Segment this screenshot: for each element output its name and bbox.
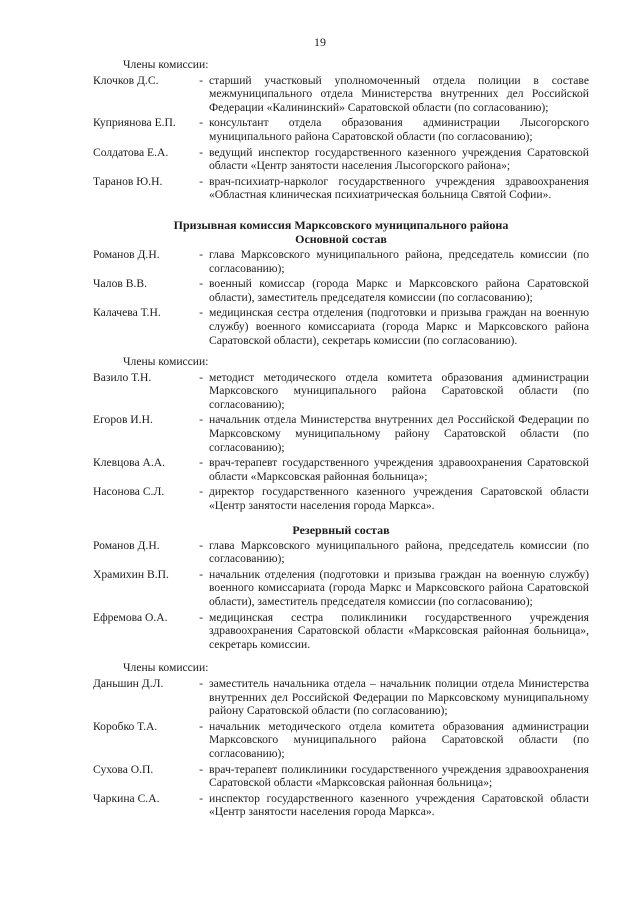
member-name: Романов Д.Н. <box>93 538 160 552</box>
member-description: инспектор государственного казенного учреждения Саратовской области «Центр занятости населения города Маркса». <box>209 791 589 819</box>
member-description: врач-терапевт поликлиники государственного учреждения здравоохранения Саратовской области «Марксовская районная больница»; <box>209 762 589 790</box>
member-entry <box>93 456 589 483</box>
member-description: врач-терапевт государственного учреждения здравоохранения Саратовской области «Марксовская районная больница»; <box>209 456 589 483</box>
member-description: начальник отдела Министерства внутренних дел Российской Федерации по Марксовскому муниципальному району Саратовской области (по согласованию); <box>209 413 589 454</box>
member-description: врач-психиатр-нарколог государственного учреждения здравоохранения «Областная клиническая психиатрическая больница Святой Софии». <box>209 174 589 202</box>
member-description: медицинская сестра поликлиники государственного учреждения здравоохранения Саратовской области «Марксовская районная больница», секретарь комиссии. <box>209 610 589 651</box>
dash-separator: - <box>199 538 203 552</box>
member-name: Даньшин Д.Л. <box>93 676 164 690</box>
member-entry <box>93 720 589 761</box>
reserve-leaders-list <box>93 539 589 652</box>
member-entry <box>93 568 589 609</box>
members-label: Члены комиссии: <box>123 58 209 71</box>
member-description: глава Марксовского муниципального района, председатель комиссии (по согласованию); <box>209 247 589 275</box>
member-description: заместитель начальника отдела – начальник полиции отдела Министерства внутренних дел Российской Федерации по Марксовскому муниципальному району Саратовской области (по согласованию); <box>209 676 589 718</box>
member-name: Коробко Т.А. <box>93 719 158 733</box>
member-description: старший участковый уполномоченный отдела полиции в составе межмуниципального отдела Министерства внутренних дел Российской Федерации «Калининский» Саратовской области (по согласованию); <box>209 73 589 114</box>
member-entry <box>93 306 589 347</box>
member-name: Куприянова Е.П. <box>93 116 176 130</box>
member-description: военный комиссар (города Маркс и Марксовского района Саратовской области), заместитель председателя комиссии (по согласованию); <box>209 277 589 304</box>
member-entry <box>93 371 589 412</box>
member-entry <box>93 74 589 115</box>
member-entry <box>93 611 589 652</box>
member-description: начальник методического отдела комитета образования администрации Марксовского муниципального района Саратовской области (по согласованию); <box>209 719 589 760</box>
member-list <box>93 74 589 202</box>
dash-separator: - <box>199 174 203 188</box>
dash-separator: - <box>199 719 203 733</box>
member-name: Ефремова О.А. <box>93 610 168 624</box>
members-label: Члены комиссии: <box>123 355 209 369</box>
member-entry <box>93 485 589 512</box>
dash-separator: - <box>199 791 203 805</box>
member-description: ведущий инспектор государственного казенного учреждения Саратовской области «Центр занятости населения Лысогорского района»; <box>209 145 589 173</box>
member-name: Насонова С.Л. <box>93 485 165 499</box>
reserve-members-list <box>93 677 589 819</box>
dash-separator: - <box>199 116 203 130</box>
member-description: медицинская сестра отделения (подготовки и призыва граждан на военную службу) военного комиссариата (города Маркс и Марксовского района Саратовской области), секретарь комиссии (по согласованию). <box>209 306 589 347</box>
page-number: 19 <box>314 35 326 49</box>
member-name: Клочков Д.С. <box>93 73 159 87</box>
member-name: Клевцова А.А. <box>93 456 166 470</box>
dash-separator: - <box>199 485 203 499</box>
dash-separator: - <box>199 145 203 159</box>
member-entry <box>93 413 589 454</box>
member-entry <box>93 248 589 275</box>
member-name: Вазило Т.Н. <box>93 370 152 384</box>
member-entry <box>93 277 589 304</box>
member-description: начальник отделения (подготовки и призыва граждан на военную службу) военного комиссариата (города Маркс и Марксовского района Саратовской области), заместитель председателя комиссии (по согласованию); <box>209 567 589 608</box>
main-leaders-list <box>93 248 589 347</box>
dash-separator: - <box>199 456 203 470</box>
dash-separator: - <box>199 73 203 87</box>
member-name: Храмихин В.П. <box>93 567 169 581</box>
member-name: Романов Д.Н. <box>93 247 160 261</box>
member-entry <box>93 792 589 819</box>
member-entry <box>93 146 589 173</box>
dash-separator: - <box>199 370 203 384</box>
member-entry <box>93 677 589 718</box>
dash-separator: - <box>199 762 203 776</box>
dash-separator: - <box>199 610 203 624</box>
member-name: Сухова О.П. <box>93 762 154 776</box>
document-content <box>93 56 589 819</box>
member-name: Егоров И.Н. <box>93 413 153 427</box>
commission-title: Призывная комиссия Марксовского муниципального района <box>173 217 509 232</box>
dash-separator: - <box>199 676 203 690</box>
member-entry <box>93 539 589 566</box>
member-description: методист методического отдела комитета образования администрации Марксовского муниципального района Саратовской области (по согласованию); <box>209 370 589 411</box>
member-name: Солдатова Е.А. <box>93 145 169 159</box>
member-description: глава Марксовского муниципального района, председатель комиссии (по согласованию); <box>209 538 589 566</box>
member-description: консультант отдела образования администрации Лысогорского муниципального района Саратовской области (по согласованию); <box>209 116 589 143</box>
dash-separator: - <box>199 247 203 261</box>
dash-separator: - <box>199 306 203 320</box>
member-name: Чалов В.В. <box>93 277 148 291</box>
dash-separator: - <box>199 277 203 291</box>
member-name: Таранов Ю.Н. <box>93 174 163 188</box>
member-name: Калачева Т.Н. <box>93 306 161 320</box>
main-members-list <box>93 371 589 513</box>
dash-separator: - <box>199 567 203 581</box>
reserve-composition-heading: Резервный состав <box>292 522 390 537</box>
member-description: директор государственного казенного учреждения Саратовской области «Центр занятости населения города Маркса». <box>209 485 589 513</box>
member-name: Чаркина С.А. <box>93 791 160 805</box>
member-entry <box>93 116 589 143</box>
main-composition-heading: Основной состав <box>295 231 387 246</box>
members-label: Члены комиссии: <box>123 661 209 675</box>
dash-separator: - <box>199 413 203 427</box>
member-entry <box>93 175 589 202</box>
member-entry <box>93 763 589 790</box>
